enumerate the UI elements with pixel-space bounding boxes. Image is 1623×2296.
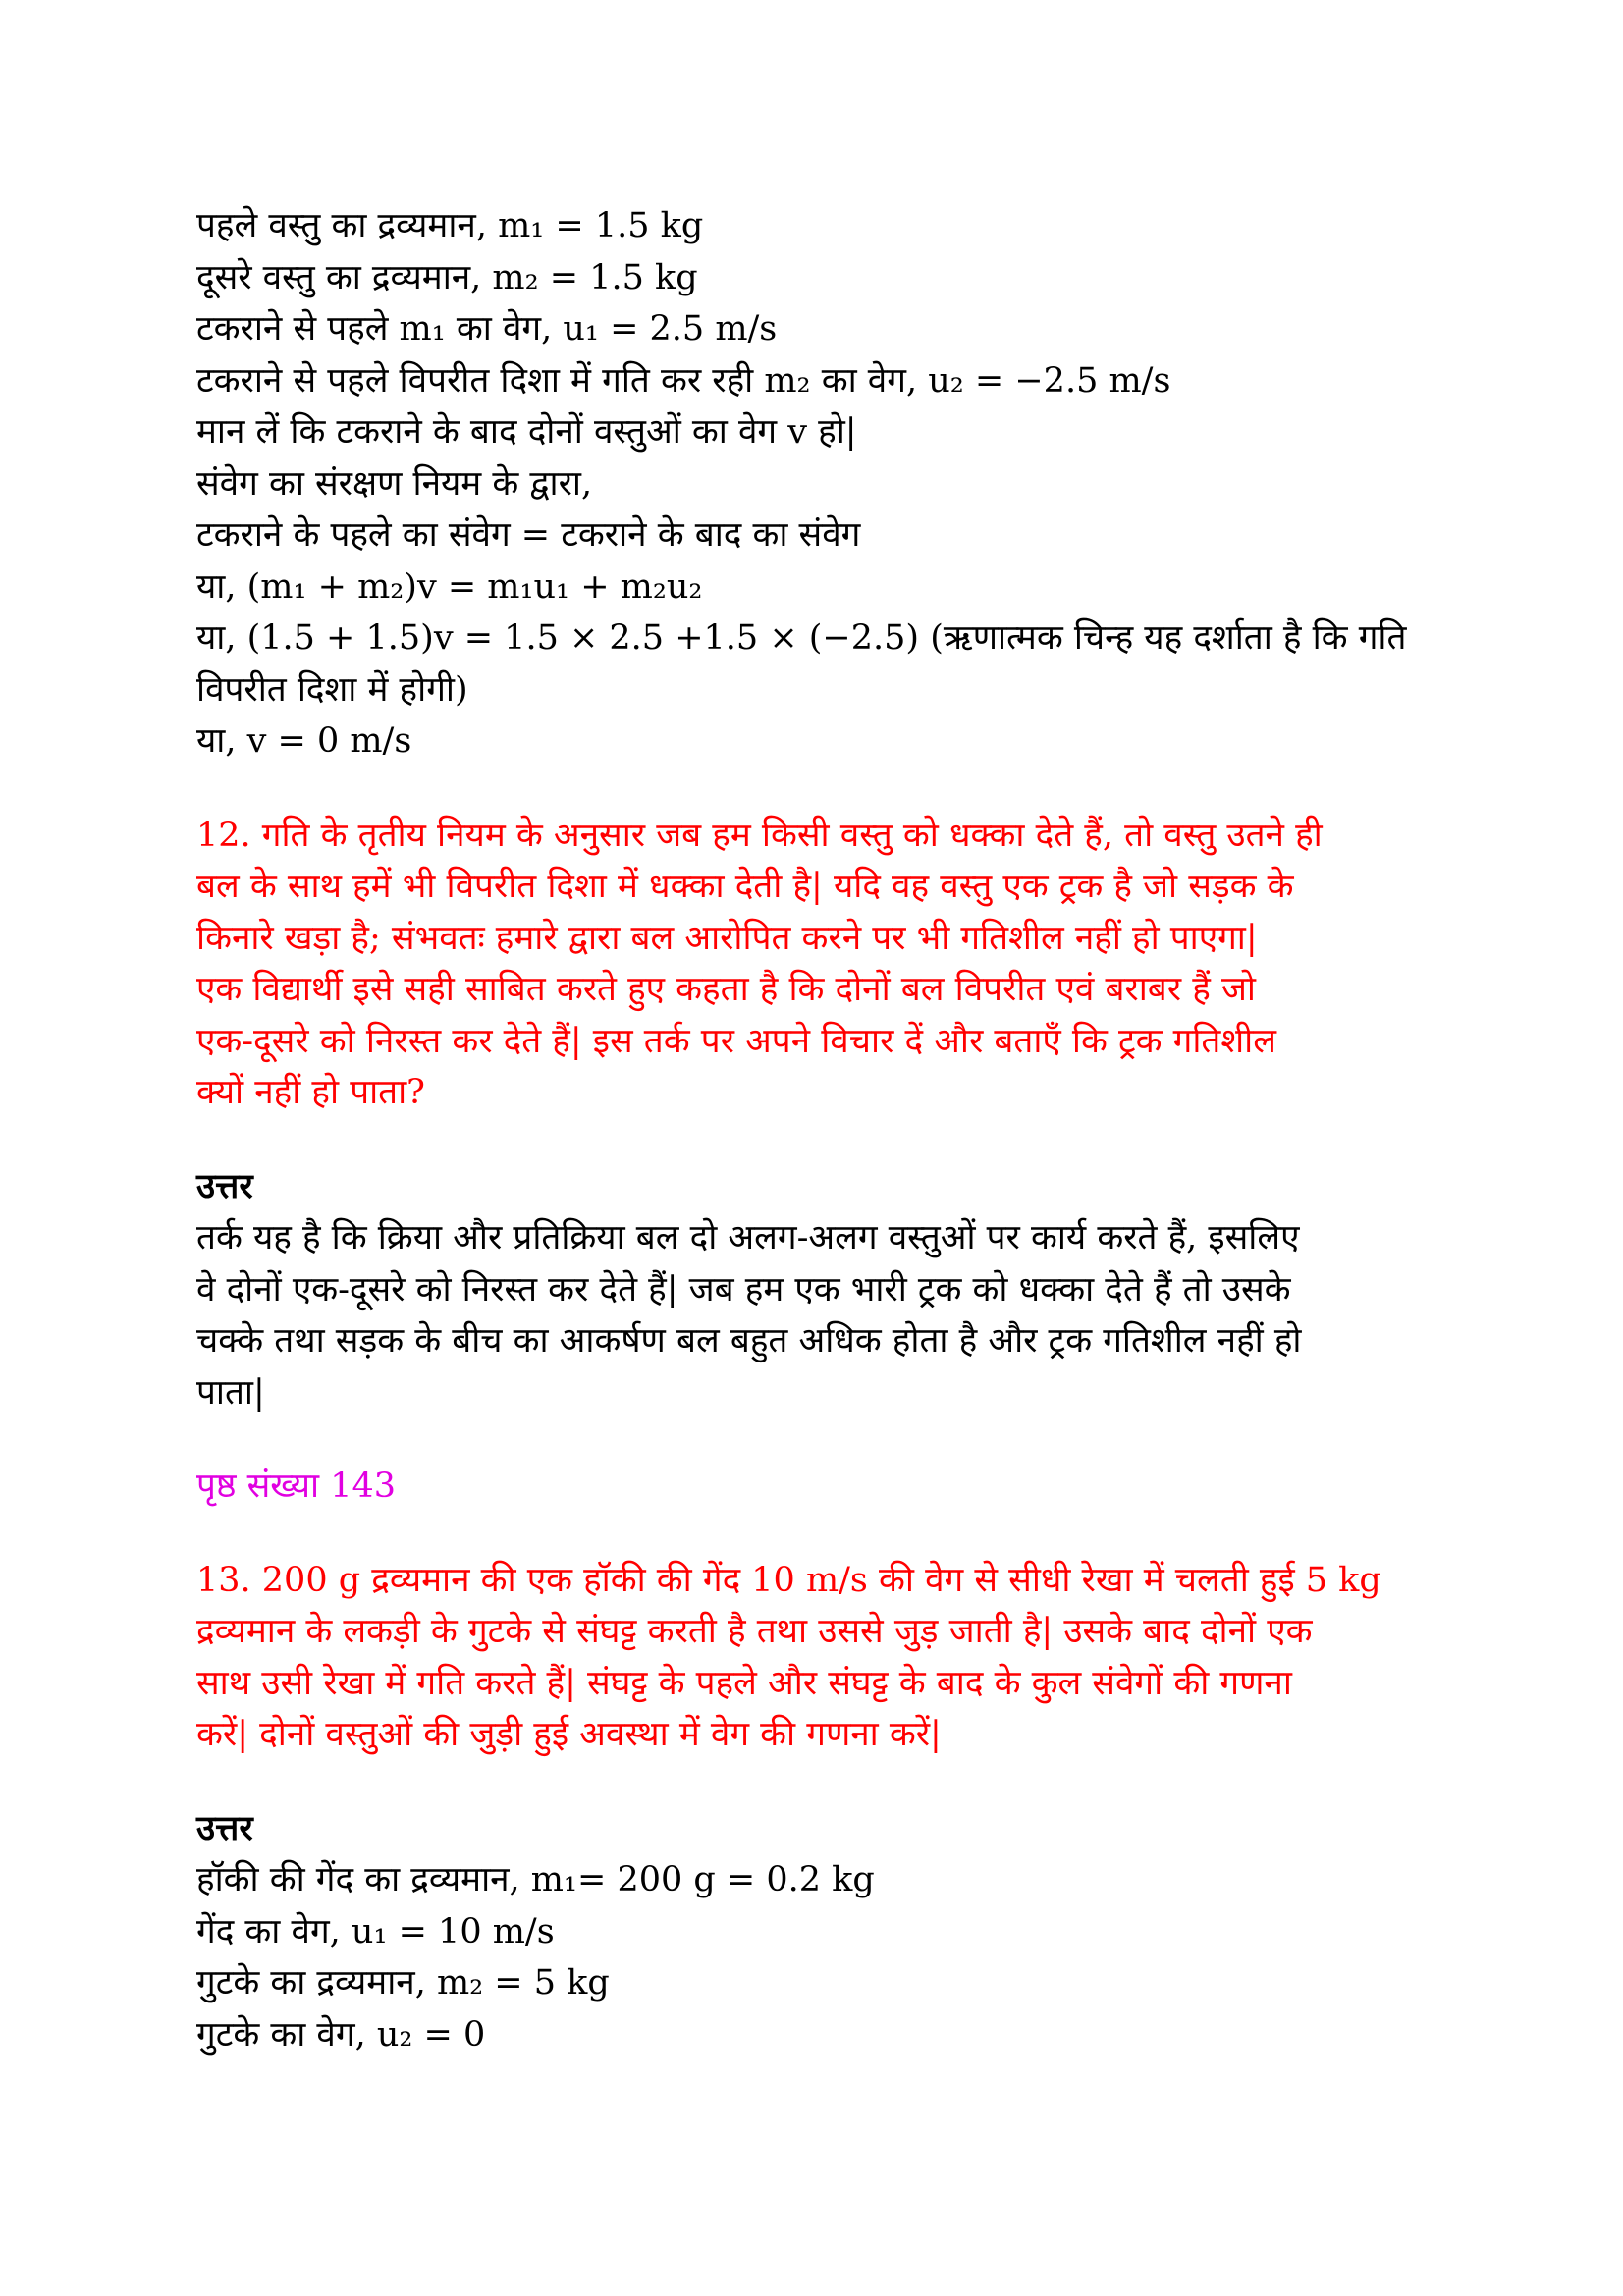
question-line: किनारे खड़ा है; संभवतः हमारे द्वारा बल आरोपित करने पर भी गतिशील नहीं हो पाएगा|: [196, 918, 1258, 958]
solution-line: या, (m₁ + m₂)v = m₁u₁ + m₂u₂: [196, 566, 703, 607]
document-page: [196, 200, 1473, 2060]
solution-line: विपरीत दिशा में होगी): [196, 669, 468, 710]
solution-line: टकराने से पहले m₁ का वेग, u₁ = 2.5 m/s: [196, 309, 778, 348]
answer-line: चक्के तथा सड़क के बीच का आकर्षण बल बहुत अधिक होता है और ट्रक गतिशील नहीं हो: [196, 1321, 1302, 1361]
solution-line: पहले वस्तु का द्रव्यमान, m₁ = 1.5 kg: [196, 206, 704, 245]
question-line: साथ उसी रेखा में गति करते हैं| संघट्ट के पहले और संघट्ट के बाद के कुल संवेगों की गणना: [196, 1663, 1292, 1703]
answer-line: तर्क यह है कि क्रिया और प्रतिक्रिया बल दो अलग-अलग वस्तुओं पर कार्य करते हैं, इसलिए: [196, 1218, 1300, 1257]
answer-12: [196, 1212, 1473, 1418]
answer-line: गुटके का द्रव्यमान, m₂ = 5 kg: [196, 1963, 610, 2002]
question-line: बल के साथ हमें भी विपरीत दिशा में धक्का देती है| यदि वह वस्तु एक ट्रक है जो सड़क के: [196, 867, 1294, 906]
solution-line: या, (1.5 + 1.5)v = 1.5 × 2.5 +1.5 × (−2.5) (ऋणात्मक चिन्ह यह दर्शाता है कि गति: [196, 618, 1407, 658]
question-line: द्रव्यमान के लकड़ी के गुटके से संघट्ट करती है तथा उससे जुड़ जाती है| उसके बाद दोनों एक: [196, 1612, 1313, 1651]
page-number-label: पृष्ठ संख्या 143: [196, 1467, 397, 1506]
answer-13: [196, 1854, 1473, 2060]
answer-line: पाता|: [196, 1372, 265, 1413]
question-line: 12. गति के तृतीय नियम के अनुसार जब हम किसी वस्तु को धक्का देते हैं, तो वस्तु उतने ही: [196, 815, 1323, 855]
solution-line: टकराने के पहले का संवेग = टकराने के बाद का संवेग: [196, 515, 861, 555]
question-13: [196, 1555, 1473, 1761]
solution-block-11: [196, 200, 1473, 768]
question-12: [196, 810, 1473, 1119]
solution-line: दूसरे वस्तु का द्रव्यमान, m₂ = 1.5 kg: [196, 257, 698, 297]
answer-heading: उत्तर: [196, 1165, 253, 1206]
question-line: एक-दूसरे को निरस्त कर देते हैं| इस तर्क पर अपने विचार दें और बताएँ कि ट्रक गतिशील: [196, 1021, 1276, 1061]
question-line: क्यों नहीं हो पाता?: [196, 1073, 425, 1112]
solution-line: टकराने से पहले विपरीत दिशा में गति कर रही m₂ का वेग, u₂ = −2.5 m/s: [196, 360, 1171, 400]
solution-line: मान लें कि टकराने के बाद दोनों वस्तुओं का वेग v हो|: [196, 412, 857, 452]
solution-line: या, v = 0 m/s: [196, 721, 412, 761]
question-line: एक विद्यार्थी इसे सही साबित करते हुए कहता है कि दोनों बल विपरीत एवं बराबर हैं जो: [196, 970, 1256, 1009]
answer-line: गुटके का वेग, u₂ = 0: [196, 2014, 486, 2055]
question-line: 13. 200 g द्रव्यमान की एक हॉकी की गेंद 10 m/s की वेग से सीधी रेखा में चलती हुई 5 kg: [196, 1560, 1381, 1600]
solution-line: संवेग का संरक्षण नियम के द्वारा,: [196, 463, 593, 504]
question-line: करें| दोनों वस्तुओं की जुड़ी हुई अवस्था में वेग की गणना करें|: [196, 1715, 942, 1754]
answer-heading: उत्तर: [196, 1807, 253, 1848]
answer-line: वे दोनों एक-दूसरे को निरस्त कर देते हैं| जब हम एक भारी ट्रक को धक्का देते हैं तो उसके: [196, 1269, 1291, 1309]
answer-line: गेंद का वेग, u₁ = 10 m/s: [196, 1911, 555, 1951]
answer-line: हॉकी की गेंद का द्रव्यमान, m₁= 200 g = 0.2 kg: [196, 1860, 875, 1899]
